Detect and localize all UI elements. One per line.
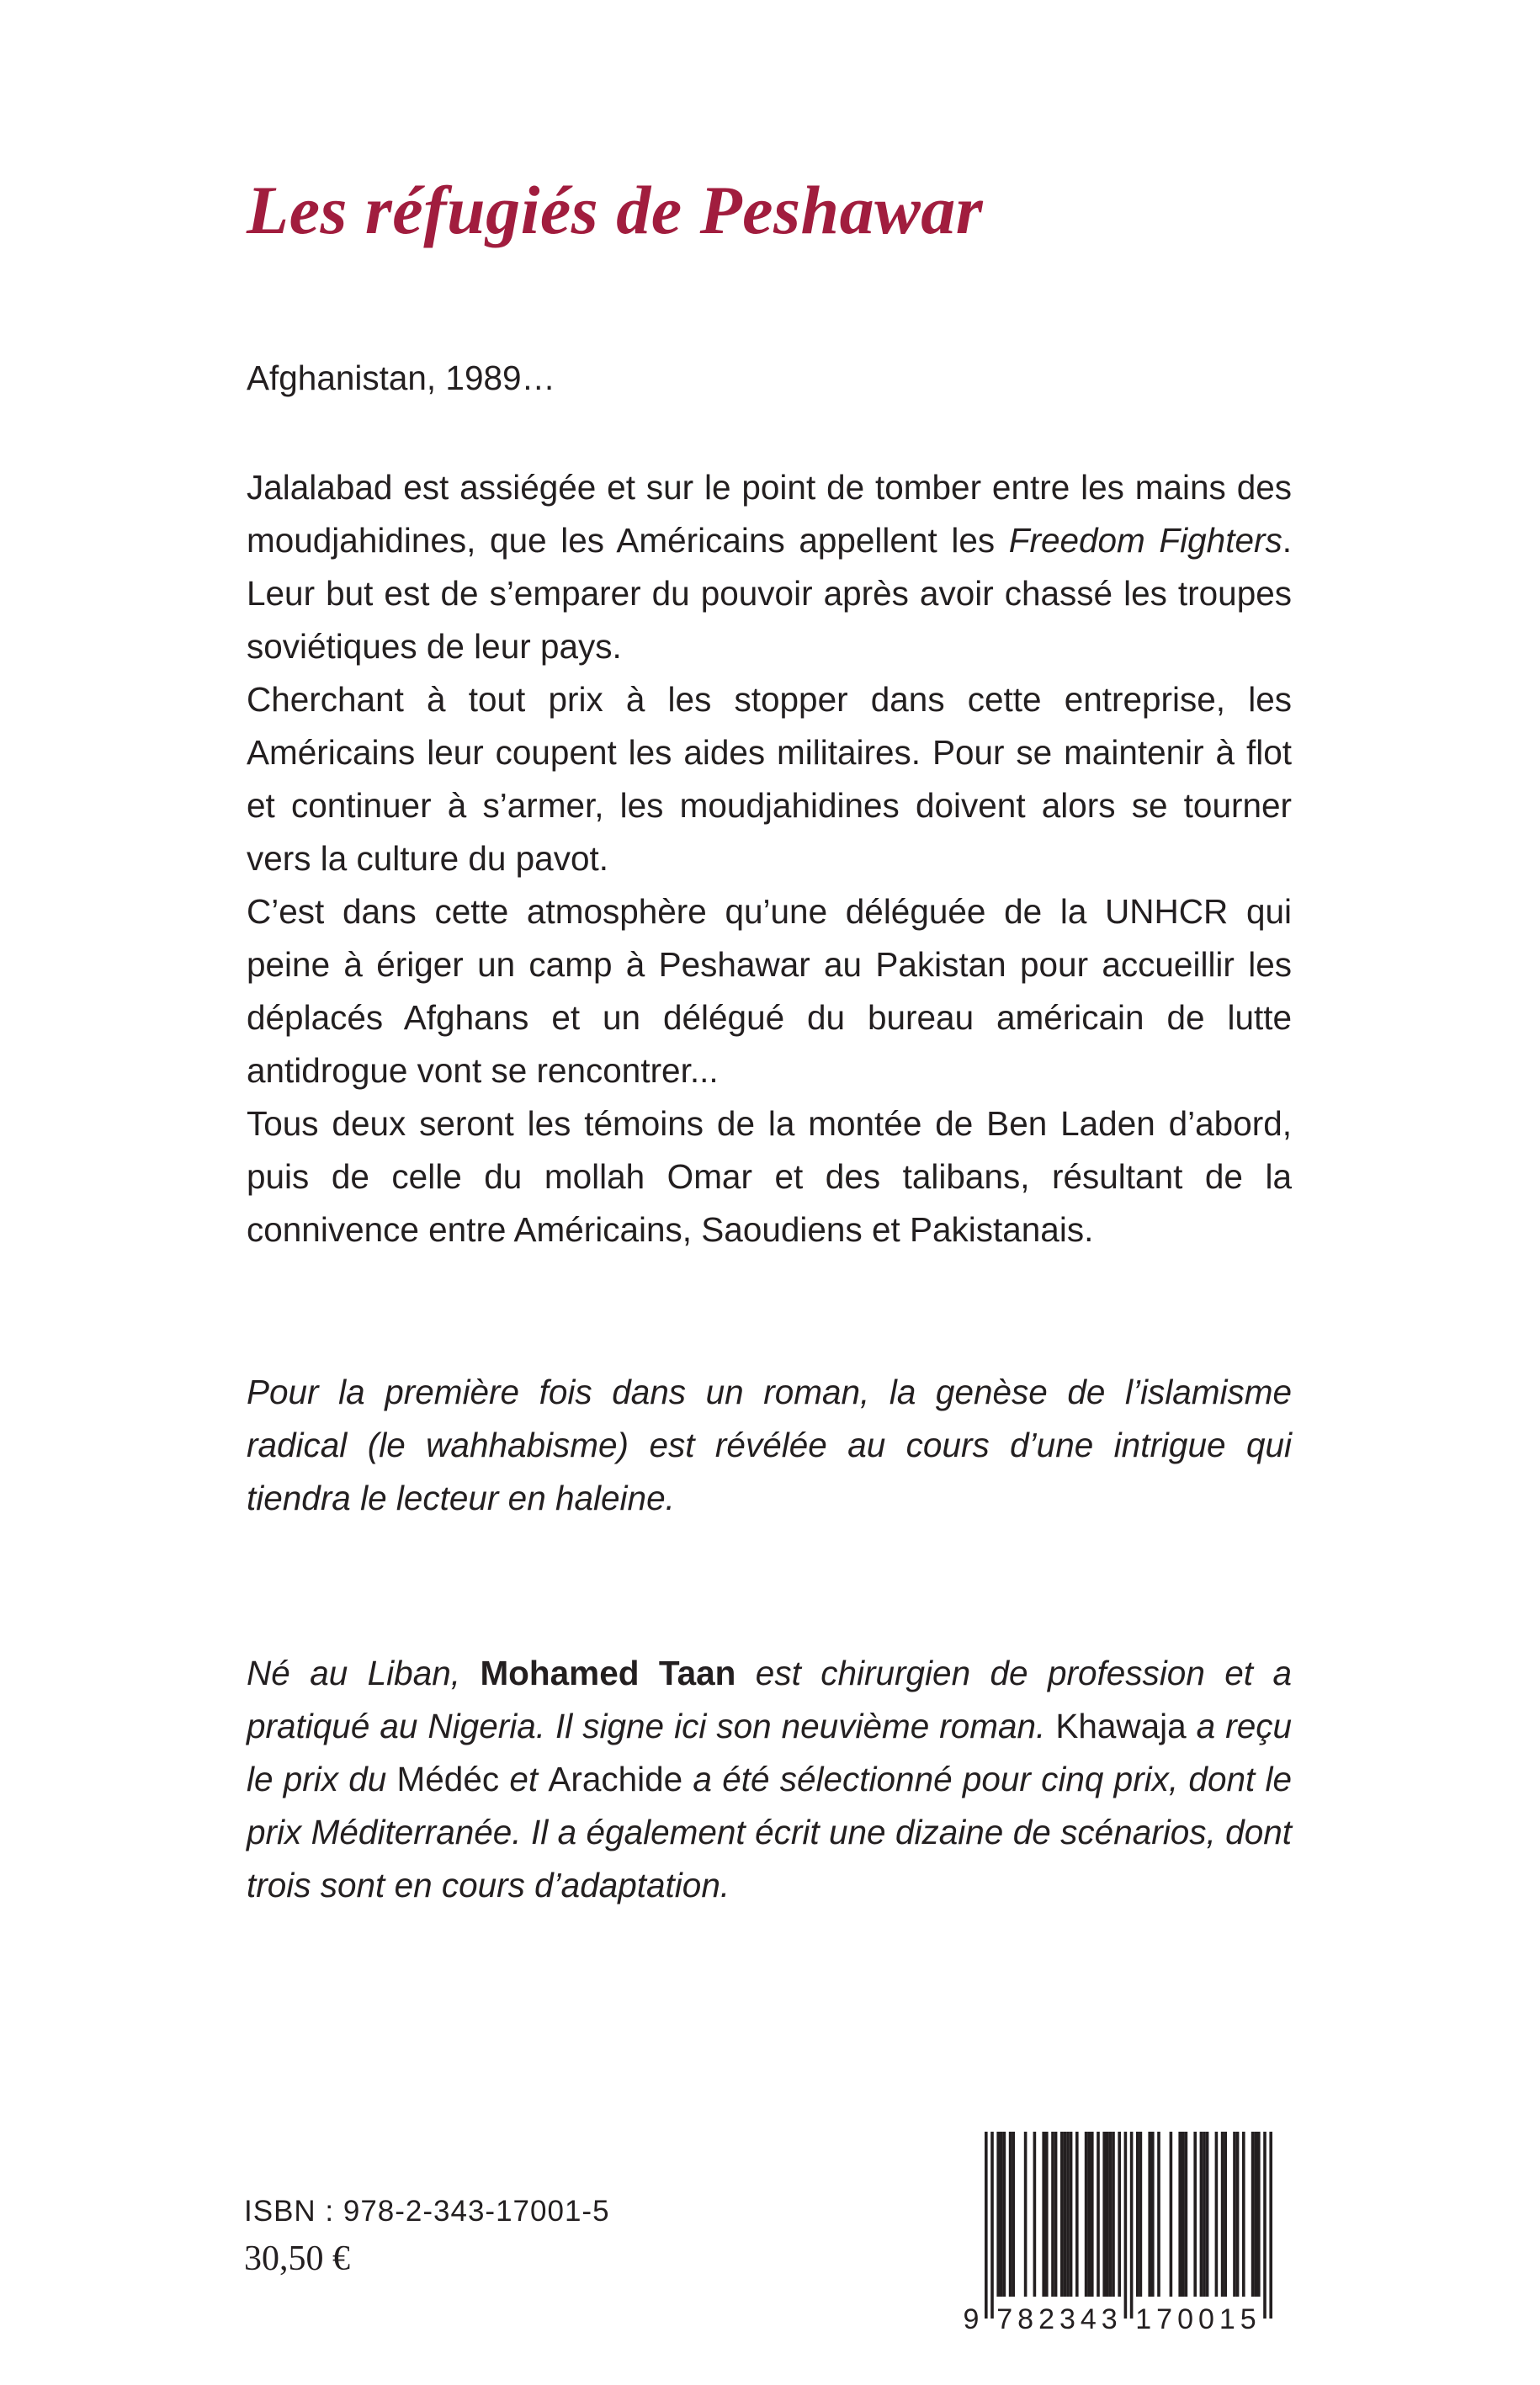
barcode-bar (996, 2132, 1000, 2297)
price-label: 30,50 € (244, 2239, 350, 2278)
synopsis-p1-text-b: . Leur but est de s’emparer du pouvoir après avoir chassé les troupes soviétiques de leur pays. (247, 521, 1292, 666)
barcode-bar (1075, 2132, 1079, 2297)
barcode-bar (1091, 2132, 1094, 2297)
author-bio (247, 1647, 1292, 1912)
barcode-bars (985, 2132, 1272, 2319)
barcode-bar (1254, 2132, 1257, 2297)
barcode-guard-bar (1130, 2132, 1134, 2319)
barcode-bar (1151, 2132, 1155, 2297)
barcode-bar (1251, 2132, 1255, 2297)
tagline (247, 1366, 1292, 1525)
bio-part-2: est chirurgien de profession et a pratiqué au Nigeria. Il signe ici son neuvième roman. (247, 1654, 1292, 1745)
barcode-bar (1003, 2132, 1006, 2297)
barcode-bar (1109, 2132, 1113, 2297)
barcode-bar (1206, 2132, 1209, 2297)
synopsis (247, 461, 1292, 1256)
barcode-guard-bar (990, 2132, 994, 2319)
barcode-guard-bar (1124, 2132, 1128, 2319)
barcode-bar (1193, 2132, 1197, 2297)
barcode-bar (1148, 2132, 1151, 2297)
barcode-bar (1102, 2132, 1106, 2297)
synopsis-paragraph-3: C’est dans cette atmosphère qu’une déléguée de la UNHCR qui peine à ériger un camp à Peshawar au Pakistan pour accueillir les déplacés Afghans et un délégué du bureau américain de lutte antidrogue vont se rencontrer... (247, 892, 1292, 1090)
barcode-bar (1064, 2132, 1067, 2297)
barcode (959, 2125, 1296, 2335)
bio-part-4: et (499, 1760, 549, 1798)
barcode-bar (1233, 2132, 1236, 2297)
barcode-bar (1200, 2132, 1203, 2297)
book-title: Les réfugiés de Peshawar (247, 172, 984, 248)
barcode-bar (1097, 2132, 1100, 2297)
barcode-bar (1085, 2132, 1088, 2297)
barcode-bar (1012, 2132, 1015, 2297)
synopsis-p1-text-a: Jalalabad est assiégée et sur le point de tomber entre les mains des moudjahidines, que les Américains appellent les (247, 468, 1292, 560)
work-title-2: Arachide (548, 1760, 683, 1798)
barcode-bar (1112, 2132, 1115, 2297)
barcode-graphic (959, 2125, 1296, 2335)
barcode-bar (1106, 2132, 1109, 2297)
barcode-bar (1224, 2132, 1227, 2297)
barcode-bar (1087, 2132, 1091, 2297)
barcode-bar (1009, 2132, 1012, 2297)
synopsis-paragraph-4: Tous deux seront les témoins de la montée de Ben Laden d’abord, puis de celle du mollah Omar et des talibans, résultant de la connivence entre Américains, Saoudiens et Pakistanais. (247, 1104, 1292, 1249)
barcode-bar (1066, 2132, 1070, 2297)
barcode-bar (1178, 2132, 1182, 2297)
barcode-bar (1139, 2132, 1143, 2297)
bio-part-1: Né au Liban, (247, 1654, 481, 1692)
barcode-first-digit: 9 (963, 2303, 980, 2335)
barcode-bar (1157, 2132, 1160, 2297)
barcode-bar (1242, 2132, 1245, 2297)
barcode-bar (1051, 2132, 1054, 2297)
barcode-bar (1182, 2132, 1185, 2297)
bio-part-3: a reçu le prix du (247, 1707, 1292, 1798)
synopsis-p1-term: Freedom Fighters (1008, 521, 1282, 560)
barcode-bar (1203, 2132, 1206, 2297)
barcode-bar (1221, 2132, 1224, 2297)
barcode-bar (1070, 2132, 1073, 2297)
barcode-bar (1033, 2132, 1037, 2297)
barcode-bar (1118, 2132, 1121, 2297)
bio-part-5: a été sélectionné pour cinq prix, dont le prix Méditerranée. Il a également écrit une dizaine de scénarios, dont trois sont en cours d’adaptation. (247, 1760, 1292, 1904)
barcode-bar (1042, 2132, 1045, 2297)
tagline-text: Pour la première fois dans un roman, la genèse de l’islamisme radical (le wahhabisme) est révélée au cours d’une intrigue qui tiendra le lecteur en haleine. (247, 1373, 1292, 1517)
synopsis-paragraph-1 (247, 461, 1292, 673)
barcode-bar (1136, 2132, 1139, 2297)
work-title-1: Khawaja (1055, 1707, 1187, 1745)
synopsis-paragraph-2: Cherchant à tout prix à les stopper dans cette entreprise, les Américains leur coupent les aides militaires. Pour se maintenir à flot et continuer à s’armer, les moudjahidines doivent alors se tourner vers la culture du pavot. (247, 680, 1292, 878)
barcode-bar (1215, 2132, 1219, 2297)
barcode-guard-bar (985, 2132, 988, 2319)
barcode-guard-bar (1263, 2132, 1267, 2319)
barcode-bar (1024, 2132, 1028, 2297)
barcode-bar (1257, 2132, 1261, 2297)
barcode-right-digits: 170015 (1135, 2303, 1261, 2335)
barcode-guard-bar (1269, 2132, 1272, 2319)
barcode-bar (1060, 2132, 1064, 2297)
barcode-bar (1170, 2132, 1173, 2297)
barcode-left-digits: 782343 (996, 2303, 1123, 2335)
barcode-bar (1000, 2132, 1003, 2297)
award-name: Médéc (396, 1760, 500, 1798)
isbn-label: ISBN : 978-2-343-17001-5 (244, 2195, 610, 2228)
author-name: Mohamed Taan (480, 1654, 736, 1692)
barcode-bar (1185, 2132, 1188, 2297)
author-bio-text (247, 1647, 1292, 1912)
intro-text: Afghanistan, 1989… (247, 359, 556, 397)
intro-line (247, 352, 1292, 405)
barcode-bar (1054, 2132, 1058, 2297)
barcode-bar (1045, 2132, 1049, 2297)
barcode-bar (1236, 2132, 1240, 2297)
